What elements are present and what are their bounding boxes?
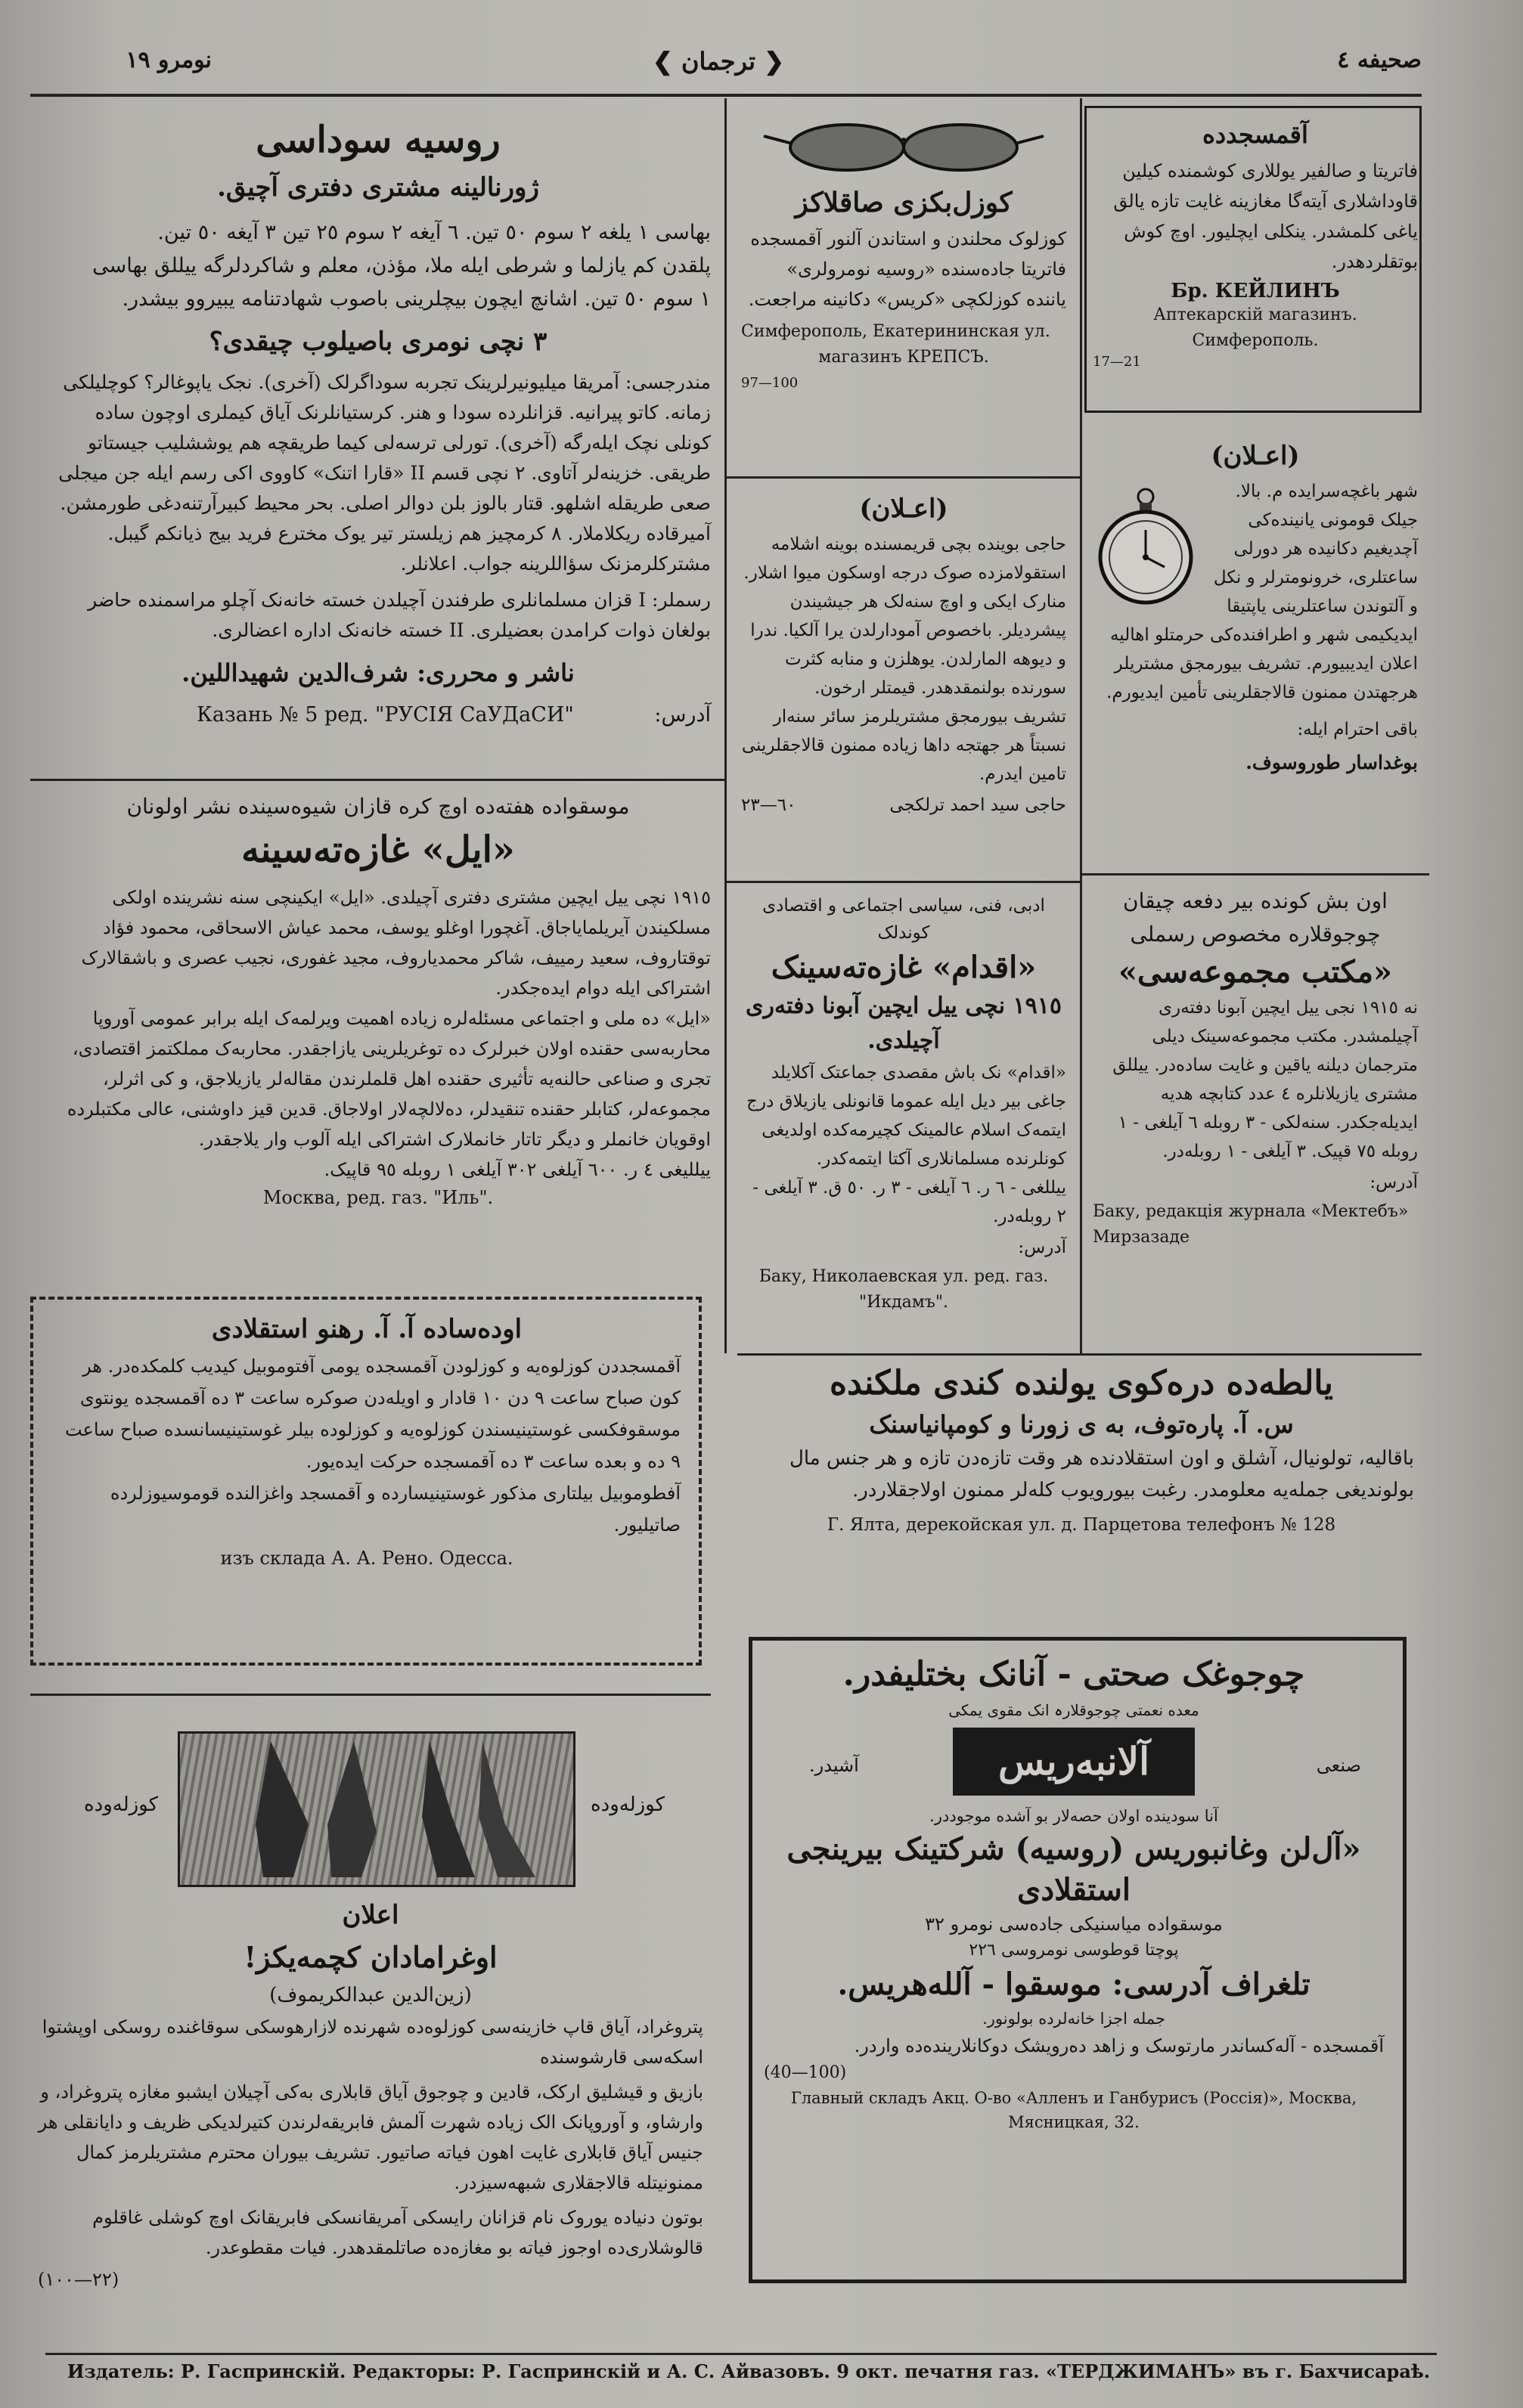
russia-sudasi-contents: مندرجسی: آمریقا میلیونیرلرینک تجربه سوداگرلک (آخری). نجک یاپوغالر؟ کوچلیلکی زمانه. کاتو پیرانیه. قزانلرده سودا و هنر. کرستیانلرنک آیاق کیملری اوچون ساده کونلی نچک ایله‌رگه (آخری). تورلی ترسه‌لی کیما طریقچه هم یوششلیب جیستاتو طریقی. خزینه‌لر آتاوی. ٢ نچی قسم II «قارا اتنک» کاووی اکی رسم ایله جن میجلی صعی طریقله اشلهو. قتار بالوز بلن دوالر اصلی. بحر محیط کبیرآرتنه‌دغی طورمشن. آمیرقاده ریکلاملار. ٨ کرمچیز هم زیلستر تیر یوک مخترع فرید بیج ذیانکم گیبل. مشترکلرمزنک سؤاللرینه جواب. اعلانلر.	[58, 371, 711, 575]
kozlovda-subtitle: اوغرامادان کچمه‌یکز!	[243, 1940, 498, 1974]
kozlovda-ad	[38, 1894, 703, 2296]
yalta-subtitle: س. آ. پاره‌توف، به ی زورنا و کومپانیاسنک	[869, 1410, 1294, 1439]
ilan-haji-title: (اعـلان)	[859, 494, 948, 524]
kozlovda-body3: بوتون دنیاده یوروک نام قزانان رایسکی آمریقانسکی فابریقانک اوچ کوشلی غاقلوم قالوشلاری‌ده اوجوز فیاته بو مغازه‌ده صاتلمقدهدر. فیات مقطوعدر.	[92, 2207, 703, 2258]
ilan-watch-body-wrap	[1093, 477, 1418, 707]
ilan-haji-signature: حاجی سید احمد ترلکجی	[889, 795, 1066, 815]
ilan-watch-ad	[1093, 435, 1418, 779]
header-rule	[30, 94, 1422, 97]
pocket-watch-icon	[1093, 480, 1199, 609]
shoes-drawing-icon	[180, 1734, 573, 1885]
ilan-haji-body: حاجی بوینده بچی قریمسنده بوینه اشلامه استقولامزده صوک درجه اوسکون میوا اشلار. منارک ایکی و اوچ سنه‌لک هر جیشیندن پیشردیلر. باخصوص آمودارلدن یرا آلکیا. ندرا و دیوهه المارلدن. یوهلزن و منابه کثرت سورنده بولنمقدهدر. قیمتلر ارخون.	[743, 535, 1066, 698]
allen-sold2: آقمسجده - آله‌کساندر مارتوسک و زاهد ده‌رویشک دوکانلارینده‌ده واردر.	[854, 2035, 1384, 2056]
il-gazette-body: ١٩١٥ نچی ییل ایچین مشتری دفتری آچیلدی. «ایل» ایکینچی سنه نشرینده اولکی مسلکیندن آیریلمایاجاق. آغچورا اوغلو یوسف، محمد عیاش الاسحاقی، محمود فؤاد توقتاروف، سعید رمییف، شاکر محمدیاروف، مجید غفوری، نجیب عصری و باشقالارک اشتراکی ایله دوام ایده‌جکدر.	[81, 887, 711, 999]
iqdam-address-label: آدرس:	[1018, 1238, 1066, 1257]
reno-body: آقمسجددن کوزلوه‌یه و کوزلودن آقمسجده یومی آفتوموبیل کیدیب کلمکده‌در. هر کون صباح ساعت ٩ دن ١٠ قادار و اویله‌دن صوکره ساعت ٣ ده آقمسجده یونتوی موسقوفکسی غوستینیسندن کوزلوه‌یه و کوزلوده بیلر غوستینیسانسده صباح ساعت ٩ ده و بعده ساعت ٣ ده آقمسجده حرکت ایده‌یور.	[64, 1356, 681, 1472]
issue-number: نومرو ١٩	[126, 47, 212, 73]
kozlovda-nums: (٢٢—١٠٠)	[38, 2269, 119, 2290]
russia-sudasi-note: رسملر: I قزان مسلمانلری طرفندن آچیلدن خسته خانه‌نک آچلو مراسمنده حاضر بولغان ذوات کرامدن بعضیلری. II خسته خانه‌نک اداره اعضالری.	[88, 589, 711, 641]
masthead-ornament-right: ❯	[764, 47, 784, 76]
ilan-watch-closing: باقی احترام ایله:	[1297, 720, 1418, 739]
allen-address2: پوچتا قوطوسی نومروسی ٢٢٦	[969, 1941, 1179, 1960]
allen-label-left: صنعی	[1316, 1755, 1361, 1776]
russia-sudasi-ad	[45, 113, 711, 729]
russia-sudasi-prices: بهاسی ١ یلغه ٢ سوم ٥٠ تین. ٦ آیغه ٢ سوم ٢٥ تین ٣ آیغه ٥٠ تین.	[157, 221, 711, 244]
keilin-title: آقمسجدده	[1202, 120, 1308, 149]
masthead-ornament-left: ❮	[653, 47, 673, 76]
allen-brand-box: آلانبه‌ریس	[953, 1728, 1195, 1796]
iqdam-prices: ییللغی - ٦ ر. ٦ آیلغی - ٣ ر. ٥٠ ق. ٣ آیلغی - ٢ روبله‌در.	[752, 1178, 1066, 1226]
spectacles-address2: магазинъ КРЕПСЪ.	[818, 348, 989, 367]
divider-russia-il	[30, 779, 724, 781]
keilin-body: فاتریتا و صالفیر یوللاری کوشمنده کیلین قاوداشلاری آیته‌گا مغازینه غایت تازه یالق یاغی کلمشدر. ینکلی ایچلیور. اوچ کوش بوتقلردهدر.	[1113, 160, 1418, 272]
il-gazette-intro: موسقواده هفته‌ده اوچ کره قازان شیوه‌سینده نشر اولونان	[126, 794, 630, 819]
masthead-title: ❮ ترجمان ❯	[653, 47, 784, 76]
keilin-shop: Аптекарскій магазинъ. Симферополь.	[1153, 305, 1357, 350]
spectacles-icon	[741, 113, 1066, 181]
ilan-watch-title: (اعـلان)	[1211, 441, 1300, 471]
ilan-haji-body2: تشریف بیورمجق مشتریلرمز سائر سنه‌ار نسبتاً هر جهتجه داها زیاده ممنون قالاجقلرینی تامین ایدرم.	[741, 707, 1066, 784]
yalta-ad	[749, 1361, 1414, 1538]
kozlovda-body2: بازیق و قیشلیق ارکک، قادین و چوجوق آیاق قابلاری به‌کی آچیلان ایشبو مغازه پتروغراد، و وارشاو، و آوروپانک الک زیاده شهرت آلمش فابریقه‌لرندن کتیرلدیکی ظریف و دایانقلی هر جنیس آیاق قابلاری غایت اهون فیاته صاتیور. تشریف بیوران محترم مشتریلرمز کمال ممنونیتله قالاجقلاری شبهه‌سیزدر.	[38, 2081, 703, 2193]
yalta-title: یالطه‌ده دره‌کوی یولنده کندی ملکنده	[829, 1364, 1334, 1402]
allen-note: آنا سودینده اولان حصه‌لار بو آشده موجوددر.	[929, 1807, 1218, 1825]
allen-sold: جمله اجزا خانه‌لرده بولونور.	[982, 2010, 1165, 2028]
kozlovda-title: اعلان	[342, 1900, 399, 1930]
russia-sudasi-publisher: ناشر و محرری: شرف‌الدین شهیداللین.	[181, 659, 575, 687]
ilan-watch-body: شهر باغچه‌سرایده م. بالا. جیلک قومونی یانینده‌کی آچدیغیم دکانیده هر دورلی ساعتلری، خرونومترلر و نکل و آلتوندن ساعتلرینی یاپتیقا ایدیکیمی شهر و اطرافنده‌کی حرمتلو اهالیه اعلان ایدیبیورم. تشریف بیورمجق مشتریلر هرجهتدن ممنون قالاجقلرینی تأمین ایدیورم.	[1106, 482, 1418, 702]
ilan-haji-signature-row	[741, 789, 1066, 819]
yalta-body: باقالیه، تولونیال، آشلق و اون استقلادنده هر وقت تازه‌دن تازه و هر جنس مال بولوندیغی جمله‌یه معلومدر. رغبت بیورویوب کله‌لر ممنون اولاجقلاردر.	[789, 1447, 1414, 1502]
divider-yalta	[737, 1353, 1422, 1356]
keilin-nums: 17—21	[1093, 354, 1141, 370]
divider-reno-kozlovda	[30, 1694, 711, 1696]
spectacles-title: کوزل‌بکزی صاقلاکز	[795, 187, 1013, 218]
ilan-haji-nums: ٦٠—٢٣	[741, 795, 796, 815]
kozlovda-body: پتروغراد، آیاق قاپ خازینه‌سی کوزلوه‌ده شهرنده لازارهوسکی سوقاغنده روسکی اوپشتوا اسکه‌سی قارشوسنده	[42, 2016, 703, 2068]
allen-title: چوجوغک صحتی - آنانک بختلیفدر.	[842, 1655, 1305, 1694]
divider-haji-iqdam	[726, 881, 1080, 883]
keilin-name: Бр. КЕЙЛИНЪ	[1171, 280, 1340, 302]
il-gazette-body2: «ایل» ده ملی و اجتماعی مسئله‌لره زیاده اهمیت ویرلمه‌ک ایله برابر عمومی آوروپا محاربه‌سی حقنده اولان خبرلرک ده توغریلرینی یازاجقدر. محاربه‌ک مملکتمز اقتصادی، تجری و صناعی حالنه‌یه تأثیری حقنده اهل قلملرندن مقاله‌لر یازیلاجق، و کی اثرلر، مجموعه‌لر، کتابلر حقنده تنقیدلر، ده‌لالچه‌لار اولاجاق. قدین قیز داوشنی، عالی مکتبلرده اوقویان خانملر و دیگر تاتار خانملارک اشتراکی ایله آلوب وار یلاجقدر.	[67, 1008, 711, 1150]
spectacles-body: کوزلوک محلندن و استاندن آلنور آقمسجده فاتریتا جاده‌سنده «روسیه نومرولری» یاننده کوزلکچی «کریس» دکانینه مراجعت.	[748, 228, 1066, 310]
reno-title: اوده‌ساده آ. آ. رهنو استقلادی	[211, 1314, 523, 1344]
allen-nums: (40—100)	[764, 2063, 847, 2082]
allen-label-right: آشیدر.	[809, 1755, 859, 1776]
allen-address1: موسقواده میاسنیکی جاده‌سی نومرو ٣٢	[925, 1914, 1223, 1935]
kozlovda-right-label: کوزله‌وده	[591, 1793, 665, 1816]
reno-body2: آفطوموبیل بیلتاری مذکور غوستینیسارده و آقمسجد واغزالنده قوموسیوزلرده صاتیلیور.	[110, 1483, 681, 1536]
reno-footer: изъ склада А. А. Рено. Одесса.	[220, 1548, 513, 1569]
reno-ad	[53, 1308, 681, 1571]
il-gazette-address: Москва, ред. газ. "Иль".	[262, 1187, 494, 1208]
il-gazette-title: «ایل» غازه‌ته‌سینه	[241, 829, 515, 871]
allen-company: «آل‌لن وغانبوریس (روسیه) شرکتینک بیرینجی استقلادی	[786, 1831, 1361, 1907]
iqdam-title: «اقدام» غازه‌ته‌سینک	[771, 950, 1037, 985]
allen-footer: Главный складъ Акц. О-во «Алленъ и Ганбурисъ (Россія)», Москва, Мясницкая, 32.	[790, 2089, 1357, 2131]
divider-spectacles-haji	[726, 476, 1080, 479]
allen-ad	[764, 1652, 1384, 2134]
russia-sudasi-title: روسیه سوداسی	[256, 119, 501, 161]
russia-sudasi-address: Казань № 5 ред. "РУСІЯ СаУДаСИ"	[197, 703, 574, 727]
iqdam-ad	[741, 892, 1066, 1316]
yalta-address: Г. Ялта, дерекойская ул. д. Парцетова телефонъ № 128	[827, 1515, 1336, 1535]
russia-sudasi-address-row	[45, 699, 711, 729]
column-divider-left	[724, 98, 727, 1353]
spectacles-ad	[741, 113, 1066, 396]
ilan-haji-ad	[741, 488, 1066, 819]
russia-sudasi-prices-note: پلقدن کم یازلما و شرطی ایله ملا، مؤذن، معلم و شاکردلرگه ییللق بهاسی	[92, 254, 711, 277]
russia-sudasi-prices-note2: ١ سوم ٥٠ تین. اشانچ ایچون بیچلرینی باصوب شهادتنامه یبیروو بیشدر.	[122, 287, 711, 311]
spectacles-address1: Симферополь, Екатерининская ул.	[741, 322, 1050, 341]
divider-watch-maktab	[1081, 873, 1429, 875]
il-gazette-ad	[45, 790, 711, 1210]
maktab-address-label: آدرس:	[1369, 1173, 1418, 1192]
maktab-ad	[1093, 885, 1418, 1250]
il-gazette-prices: ییللیغی ٤ ر. ٦٠٠ آیلغی ٣٠٢ آیلغی ١ روبله ٩٥ قاپیک.	[324, 1159, 711, 1180]
column-divider-right	[1080, 98, 1082, 1353]
ilan-watch-signature: بوغداسار طوروسوف.	[1245, 752, 1418, 773]
footer-imprint: Издатель: Р. Гаспринскій. Редакторы: Р. Гаспринскій и А. С. Айвазовъ. 9 окт. печатня газ. «ТЕРДЖИМАНЪ» въ г. Бахчисараѣ.	[67, 2360, 1431, 2382]
maktab-intro: اون بش کونده بیر دفعه چیقان	[1123, 888, 1388, 913]
maktab-address: Баку, редакція журнала «Мектебъ» Мирзазаде	[1093, 1202, 1409, 1247]
russia-sudasi-issue-question: ٣ نچی نومری باصیلوب چیقدی؟	[209, 327, 547, 357]
iqdam-body-title: ١٩١٥ نچی ییل ایچین آبونا دفته‌ری آچیلدی.	[746, 993, 1062, 1054]
kozlovda-left-label: کوزله‌وده	[84, 1793, 158, 1816]
footer-rule	[45, 2353, 1437, 2355]
allen-brand-row	[764, 1728, 1384, 1803]
iqdam-body: «اقدام» نک باش مقصدی جماعتک آکلایلد جاغی بیر دیل ایله عموما قانونلی یازیلاق درج ایتمه‌ک اسلام عالمینک کچیرمه‌کده اولدیغی کونلرنده مسلمانلاری آکتا ایتمه‌کدر.	[746, 1063, 1066, 1169]
maktab-intro2: چوجوقلاره مخصوص رسملی	[1130, 922, 1381, 947]
russia-sudasi-address-label: آدرس:	[654, 703, 711, 727]
maktab-body: نه ١٩١٥ نجی ییل ایچین آبونا دفته‌ری آچیلمشدر. مکتب مجموعه‌سینک دیلی مترجمان دیلنه یاقین و غایت ساده‌در. ییللق مشتری یازیلانلره ٤ عدد کتابچه هدیه ایدیله‌جکدر. سنه‌لکی - ٣ روبله ٦ آیلغی - ١ روبله ٧٥ قپیک. ٣ آیلغی - ١ روبله‌در.	[1112, 998, 1418, 1161]
shoes-illustration	[178, 1731, 575, 1887]
russia-sudasi-subscription: ژورنالینه مشتری دفتری آچیق.	[217, 172, 539, 203]
kozlovda-name: (زین‌الدین عبدالکریموف)	[269, 1984, 472, 2007]
allen-subtitle: معده نعمتی چوجوقلارہ انک مقوی یمکی	[948, 1701, 1199, 1719]
page-number: صحیفه ٤	[1337, 47, 1422, 73]
iqdam-intro: ادبی، فنی، سیاسی اجتماعی و اقتصادی کوندلک	[762, 896, 1045, 943]
iqdam-address: Баку, Николаевская ул. ред. газ. "Икдамъ".	[758, 1267, 1049, 1312]
allen-telegraph: تلغراف آدرسی: موسقوا - آلله‌هریس.	[837, 1966, 1311, 2002]
maktab-title: «مکتب مجموعه‌سی»	[1118, 954, 1392, 990]
spectacles-nums: 97—100	[741, 375, 799, 391]
keilin-frame	[1084, 106, 1422, 413]
